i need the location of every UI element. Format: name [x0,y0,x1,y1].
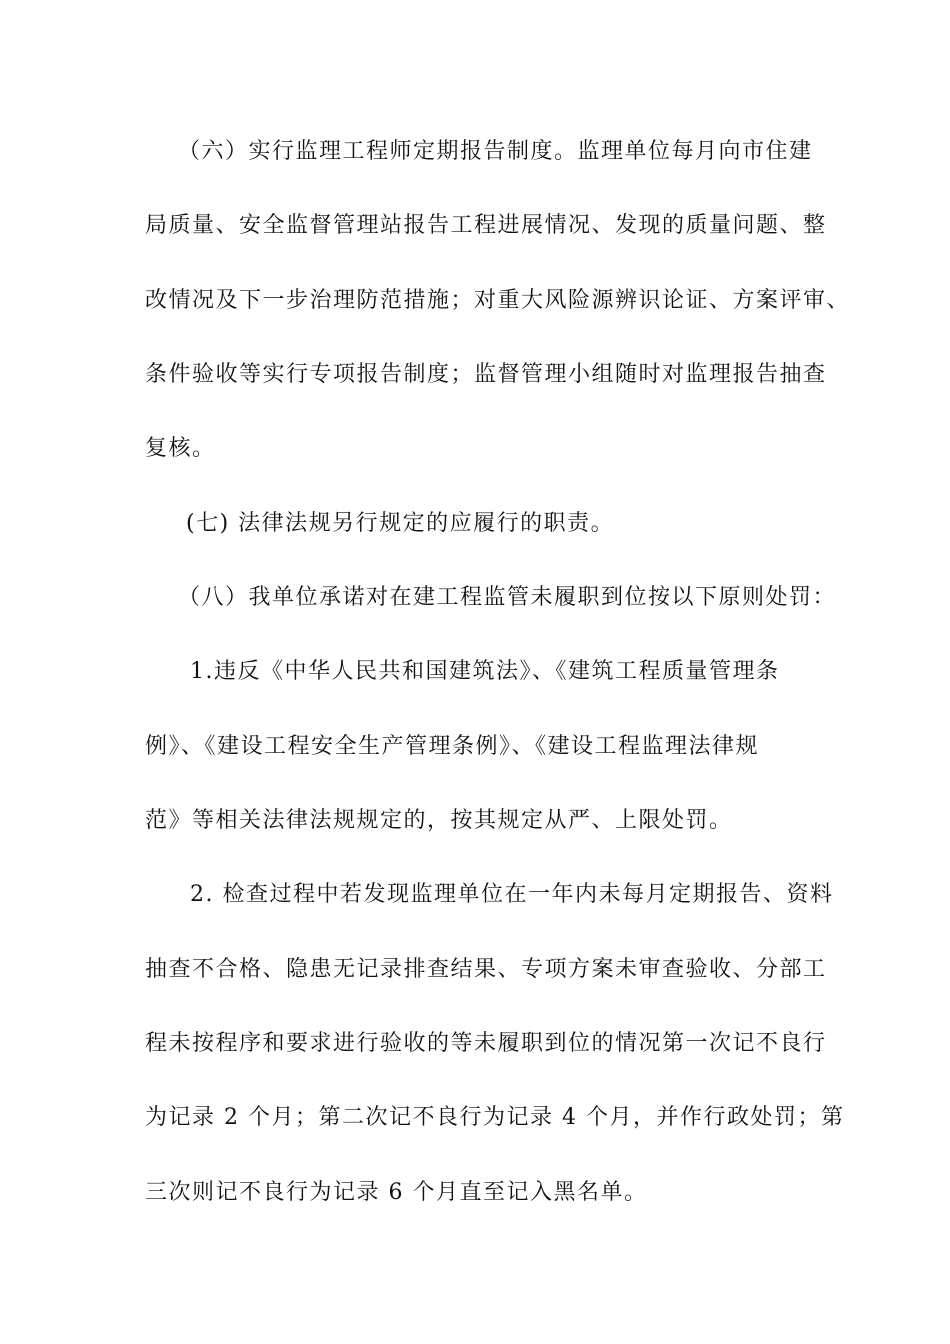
paragraph-6-line-1: （六）实行监理工程师定期报告制度。监理单位每月向市住建 [178,139,813,164]
item-2-line-3: 程未按程序和要求进行验收的等未履职到位的情况第一次记不良行 [145,1031,827,1056]
item-2-line-1: 2. 检查过程中若发现监理单位在一年内未每月定期报告、资料 [190,882,834,907]
paragraph-6-line-2: 局质量、安全监督管理站报告工程进展情况、发现的质量问题、整 [145,213,827,238]
item-2-line-5: 三次则记不良行为记录 6 个月直至记入黑名单。 [145,1180,648,1205]
item-1-line-3: 范》等相关法律法规规定的，按其规定从严、上限处罚。 [145,808,733,833]
paragraph-6-line-4: 条件验收等实行专项报告制度；监督管理小组随时对监理报告抽查 [145,362,827,387]
item-2-line-2: 抽查不合格、隐患无记录排查结果、专项方案未审查验收、分部工 [145,957,827,982]
item-2-line-4: 为记录 2 个月；第二次记不良行为记录 4 个月，并作行政处罚；第 [145,1105,845,1130]
paragraph-6-line-5: 复核。 [145,436,216,461]
paragraph-7: (七) 法律法规另行规定的应履行的职责。 [186,511,615,536]
paragraph-8: （八）我单位承诺对在建工程监管未履职到位按以下原则处罚： [178,585,837,610]
item-1-line-2: 例》、《建设工程安全生产管理条例》、《建设工程监理法律规 [145,734,760,759]
paragraph-6-line-3: 改情况及下一步治理防范措施；对重大风险源辨识论证、方案评审、 [145,288,851,313]
item-1-line-1: 1.违反《中华人民共和国建筑法》、《建筑工程质量管理条 [190,659,780,684]
